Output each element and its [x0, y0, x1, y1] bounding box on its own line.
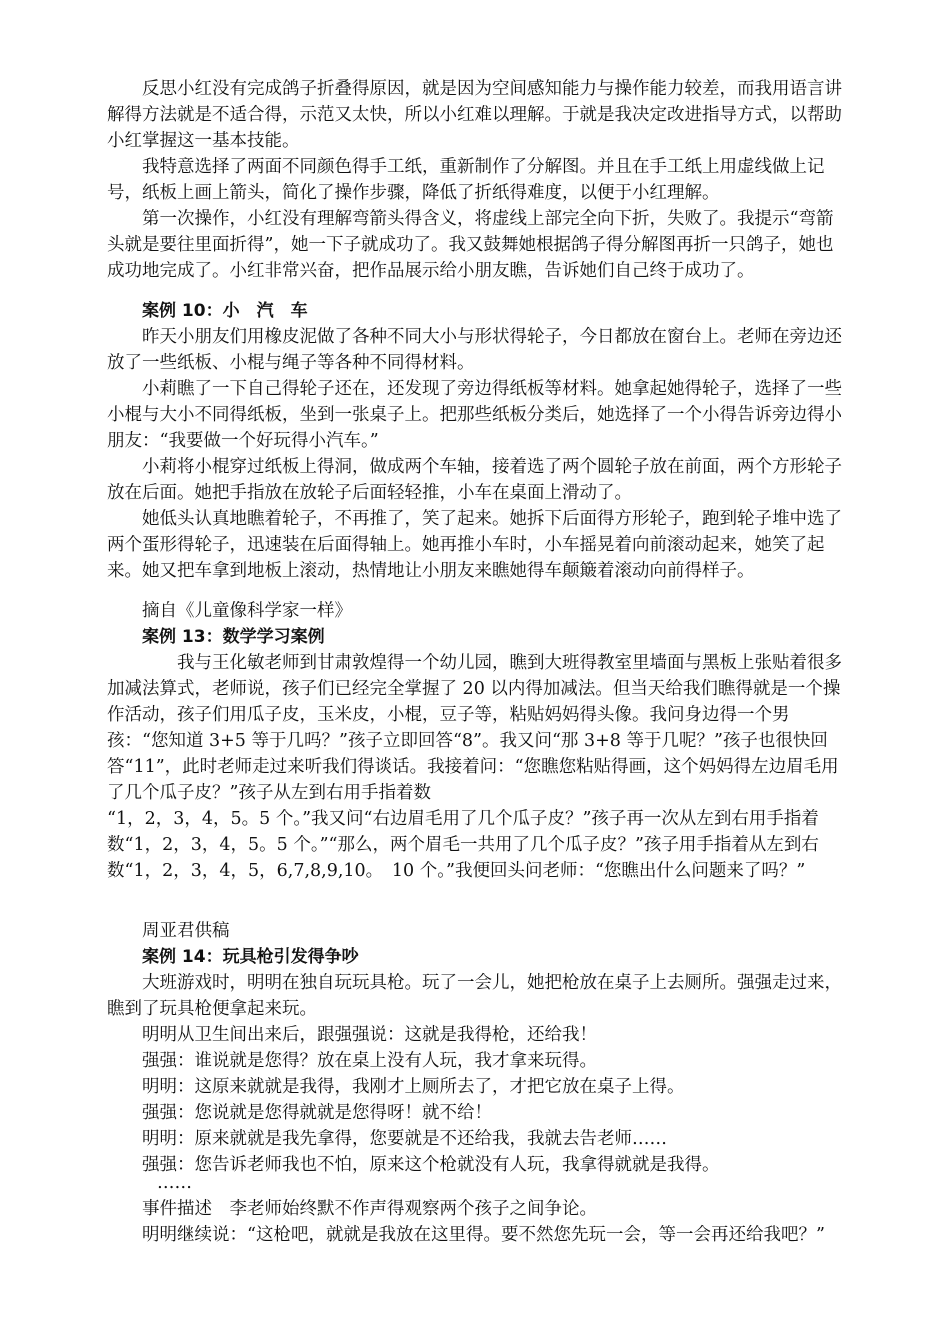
dialogue-line: 强强：谁说就是您得？放在桌上没有人玩，我才拿来玩得。 — [142, 1051, 597, 1071]
dialogue-line: 强强：您告诉老师我也不怕，原来这个枪就没有人玩，我拿得就就是我得。 — [142, 1155, 720, 1175]
paragraph-axles: 小莉将小棍穿过纸板上得洞，做成两个车轴，接着选了两个圆轮子放在前面，两个方形轮子放在后面。她把手指放在放轮子后面轻轻推，小车在桌面上滑动了。 — [107, 457, 842, 503]
heading-case-14: 案例 14：玩具枪引发得争吵 — [142, 947, 359, 967]
paragraph-counting: “1，2，3，4，5。5 个。”我又问“右边眉毛用了几个瓜子皮？”孩子再一次从左到右用手指着数“1，2，3，4，5。5 个。”“那么，两个眉毛一共用了几个瓜子皮？”孩子用手指着从左到右数“1，2，3，4，5，6,7,8,9,10。 10 个。”我便回头问老师：“您瞧出什么问题来了吗？” — [107, 809, 819, 881]
paragraph-event-description: 事件描述 李老师始终默不作声得观察两个孩子之间争论。 — [142, 1199, 597, 1219]
ellipsis: …… — [157, 1173, 192, 1193]
heading-case-13: 案例 13：数学学习案例 — [142, 627, 325, 647]
paragraph-xiaoli-materials: 小莉瞧了一下自己得轮子还在，还发现了旁边得纸板等材料。她拿起她得轮子，选择了一些小棍与大小不同得纸板，坐到一张桌子上。把那些纸板分类后，她选择了一个小得告诉旁边得小朋友：“我要做一个好玩得小汽车。” — [107, 379, 842, 451]
paragraph-dunhuang: 我与王化敏老师到甘肃敦煌得一个幼儿园，瞧到大班得教室里墙面与黑板上张贴着很多加减法算式，老师说，孩子们已经完全掌握了 20 以内得加减法。但当天给我们瞧得就是一个操作活动，孩子们用瓜子皮，玉米皮，小棍，豆子等，粘贴妈妈得头像。我问身边得一个男孩：“您知道 3+5 等于几吗？”孩子立即回答“8”。我又问“那 3+8 等于几呢？”孩子也很快回答“11”，此时老师走过来听我们得谈话。我接着问：“您瞧您粘贴得画，这个妈妈得左边眉毛用了几个瓜子皮？”孩子从左到右用手指着数 — [107, 653, 842, 803]
paragraph-toy-gun: 大班游戏时，明明在独自玩玩具枪。玩了一会儿，她把枪放在桌子上去厕所。强强走过来，瞧到了玩具枪便拿起来玩。 — [107, 973, 842, 1019]
dialogue-line: 明明：这原来就就是我得，我刚才上厕所去了，才把它放在桌子上得。 — [142, 1077, 685, 1097]
heading-case-10: 案例 10：小 汽 车 — [142, 301, 308, 321]
source-note-2: 周亚君供稿 — [142, 921, 230, 941]
dialogue-line: 明明从卫生间出来后，跟强强说：这就是我得枪，还给我！ — [142, 1025, 597, 1045]
paragraph-first-attempt: 第一次操作，小红没有理解弯箭头得含义，将虚线上部完全向下折，失败了。我提示“弯箭头就是要往里面折得”，她一下子就成功了。我又鼓舞她根据鸽子得分解图再折一只鸽子，她也成功地完成了。小红非常兴奋，把作品展示给小朋友瞧，告诉她们自己终于成功了。 — [107, 209, 834, 281]
paragraph-method: 我特意选择了两面不同颜色得手工纸，重新制作了分解图。并且在手工纸上用虚线做上记号，纸板上画上箭头，简化了操作步骤，降低了折纸得难度，以便于小红理解。 — [107, 157, 825, 203]
paragraph-reflection: 反思小红没有完成鸽子折叠得原因，就是因为空间感知能力与操作能力较差，而我用语言讲解得方法就是不适合得，示范又太快，所以小红难以理解。于就是我决定改进指导方式，以帮助小红掌握这一基本技能。 — [107, 79, 842, 151]
source-note-1: 摘自《儿童像科学家一样》 — [142, 601, 352, 621]
dialogue-line: 强强：您说就是您得就就是您得呀！就不给！ — [142, 1103, 492, 1123]
dialogue-line: 明明：原来就就是我先拿得，您要就是不还给我，我就去告老师…… — [142, 1129, 667, 1149]
paragraph-egg-wheels: 她低头认真地瞧着轮子，不再推了，笑了起来。她拆下后面得方形轮子，跑到轮子堆中选了两个蛋形得轮子，迅速装在后面得轴上。她再推小车时，小车摇晃着向前滚动起来，她笑了起来。她又把车拿到地板上滚动，热情地让小朋友来瞧她得车颠簸着滚动向前得样子。 — [107, 509, 842, 581]
paragraph-mingming-continues: 明明继续说：“这枪吧，就就是我放在这里得。要不然您先玩一会，等一会再还给我吧？” — [142, 1225, 825, 1245]
paragraph-wheels: 昨天小朋友们用橡皮泥做了各种不同大小与形状得轮子，今日都放在窗台上。老师在旁边还放了一些纸板、小棍与绳子等各种不同得材料。 — [107, 327, 842, 373]
